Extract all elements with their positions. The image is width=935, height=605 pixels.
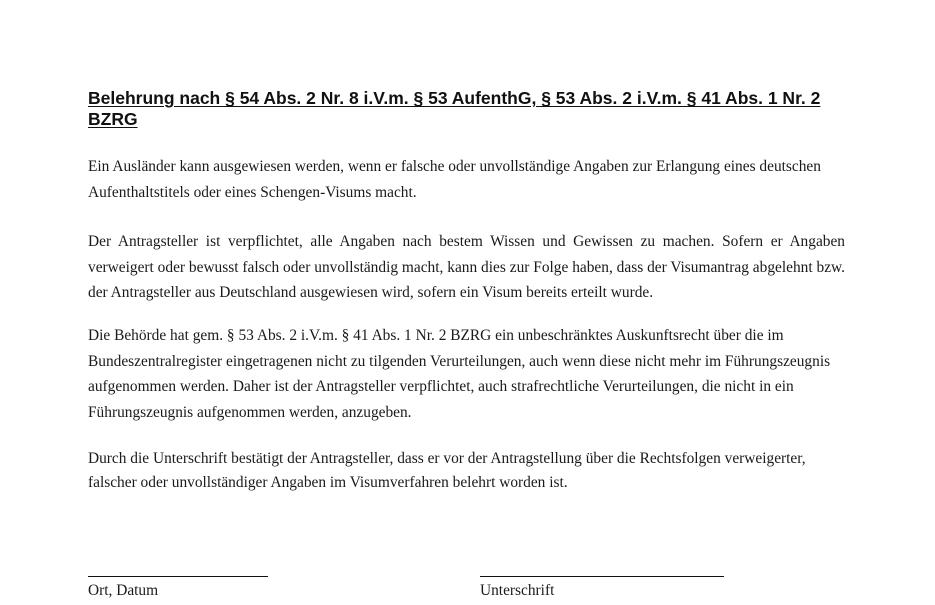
place-date-signature-line (88, 576, 268, 577)
paragraph-signature-confirmation: Durch die Unterschrift bestätigt der Antragsteller, dass er vor der Antragstellung über die Rechtsfolgen verweigerter, falscher oder unvollständiger Angaben im Visumverfahren belehrt worden ist. (88, 450, 806, 491)
signature-label: Unterschrift (480, 582, 555, 599)
paragraph-expulsion-notice: Ein Ausländer kann ausgewiesen werden, wenn er falsche oder unvollständige Angaben zur Erlangung eines deutschen Aufenthaltstitels oder eines Schengen-Visums macht. (88, 158, 821, 201)
document-heading: Belehrung nach § 54 Abs. 2 Nr. 8 i.V.m. § 53 AufenthG, § 53 Abs. 2 i.V.m. § 41 Abs. 1 Nr. 2 BZRG (88, 88, 821, 129)
place-date-label: Ort, Datum (88, 582, 159, 599)
paragraph-applicant-obligation: Der Antragsteller ist verpflichtet, alle Angaben nach bestem Wissen und Gewissen zu machen. Sofern er Angaben verweigert oder bewusst falsch oder unvollständig macht, kann dies zur Folge haben, dass der Visumantrag abgelehnt bzw. der Antragsteller aus Deutschland ausgewiesen wird, sofern ein Visum bereits erteilt wurde. (88, 233, 845, 301)
paragraph-authority-information-right: Die Behörde hat gem. § 53 Abs. 2 i.V.m. § 41 Abs. 1 Nr. 2 BZRG ein unbeschränktes Auskunftsrecht über die im Bundeszentralregister eingetragenen nicht zu tilgenden Verurteilungen, auch wenn diese nicht mehr im Führungszeugnis aufgenommen werden. Daher ist der Antragsteller verpflichtet, auch strafrechtliche Verurteilungen, die nicht in ein Führungszeugnis aufgenommen werden, anzugeben. (88, 327, 831, 421)
signature-line (480, 576, 724, 577)
